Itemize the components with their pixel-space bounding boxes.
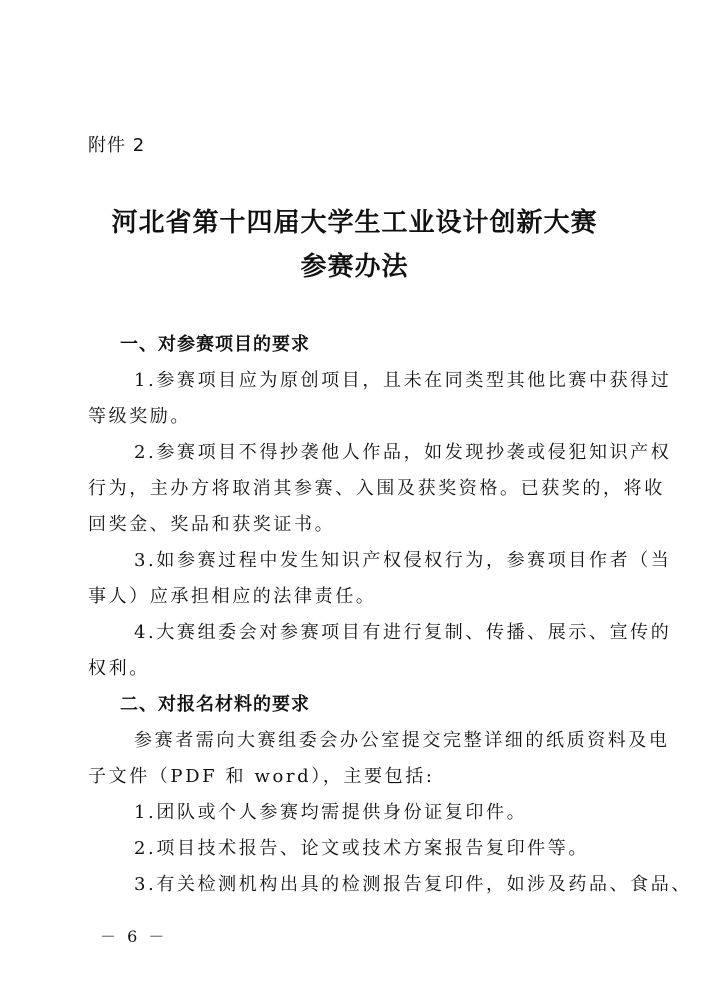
section-1-paragraph-line: 2.参赛项目不得抄袭他人作品，如发现抄袭或侵犯知识产权 (134, 442, 672, 463)
document-title-line-1: 河北省第十四届大学生工业设计创新大赛 (111, 208, 598, 238)
section-2-paragraph-line: 2.项目技术报告、论文或技术方案报告复印件等。 (134, 838, 589, 859)
section-1-paragraph-line: 回奖金、奖品和获奖证书。 (88, 514, 336, 535)
section-1-heading: 一、对参赛项目的要求 (120, 334, 310, 355)
section-2-paragraph-line: 子文件（PDF 和 word），主要包括: (88, 766, 435, 787)
attachment-label: 附件 2 (88, 135, 146, 156)
section-2-paragraph-line: 3.有关检测机构出具的检测报告复印件，如涉及药品、食品、 (134, 874, 692, 895)
section-1-paragraph-line: 3.如参赛过程中发生知识产权侵权行为，参赛项目作者（当 (134, 550, 672, 571)
document-title-line-2: 参赛办法 (300, 252, 409, 282)
section-1-paragraph-line: 事人）应承担相应的法律责任。 (88, 586, 377, 607)
section-1-paragraph-line: 权利。 (88, 658, 150, 679)
section-2-heading: 二、对报名材料的要求 (120, 694, 310, 715)
section-1-paragraph-line: 4.大赛组委会对参赛项目有进行复制、传播、展示、宣传的 (134, 622, 672, 643)
section-1-paragraph-line: 等级奖励。 (88, 406, 191, 427)
section-2-paragraph-line: 1.团队或个人参赛均需提供身份证复印件。 (134, 802, 528, 823)
section-1-paragraph-line: 行为，主办方将取消其参赛、入围及获奖资格。已获奖的，将收 (88, 478, 665, 499)
section-1-paragraph-line: 1.参赛项目应为原创项目，且未在同类型其他比赛中获得过 (134, 370, 672, 391)
page-number: － 6 － (100, 927, 168, 946)
section-2-paragraph-line: 参赛者需向大赛组委会办公室提交完整详细的纸质资料及电 (134, 730, 670, 751)
